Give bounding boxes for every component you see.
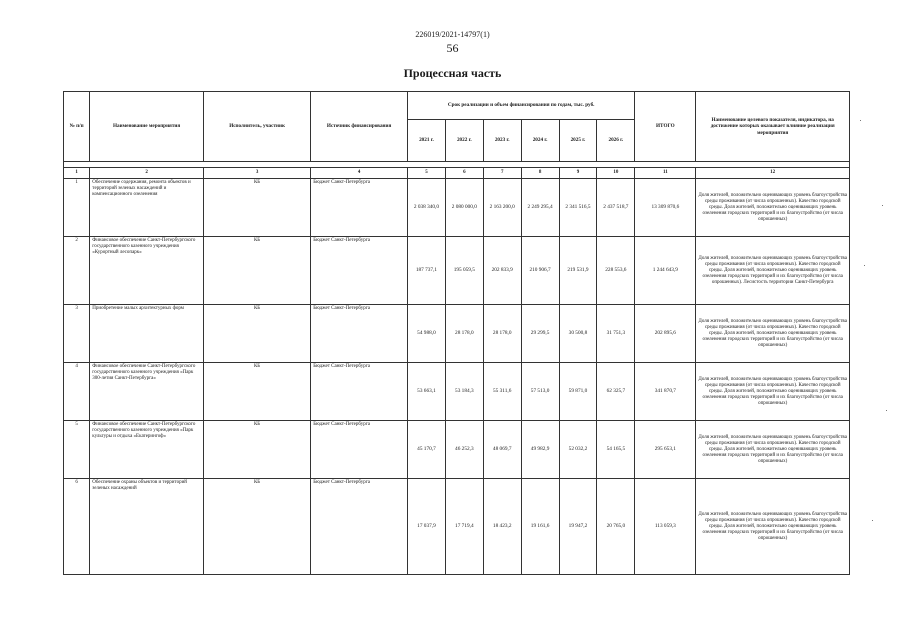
amount-2021: 187 737,1 <box>408 237 446 305</box>
row-number: 5 <box>64 421 90 479</box>
column-index: 9 <box>559 168 597 179</box>
amount-total: 13 309 870,6 <box>635 179 696 237</box>
amount-2023: 18 423,2 <box>483 479 521 575</box>
amount-2025: 2 341 516,5 <box>559 179 597 237</box>
col-year-header: 2024 г. <box>521 120 559 162</box>
executor: КБ <box>203 479 310 575</box>
row-number: 4 <box>64 363 90 421</box>
activity-name: Финансовое обеспечение Санкт-Петербургского государственного казенного учреждения «Парк культуры и отдыха «Екатерингоф» <box>90 421 204 479</box>
executor: КБ <box>203 363 310 421</box>
amount-2021: 45 170,7 <box>408 421 446 479</box>
row-number: 1 <box>64 179 90 237</box>
row-number: 2 <box>64 237 90 305</box>
amount-2021: 2 038 340,0 <box>408 179 446 237</box>
amount-2023: 48 069,7 <box>483 421 521 479</box>
amount-2026: 2 437 518,7 <box>597 179 635 237</box>
column-index: 11 <box>635 168 696 179</box>
amount-2024: 210 906,7 <box>521 237 559 305</box>
amount-2022: 46 252,3 <box>445 421 483 479</box>
section-title: Процессная часть <box>403 66 502 80</box>
table-row <box>64 237 850 305</box>
activity-name: Обеспечение содержания, ремонта объектов и территорий зеленых насаждений и компенсационного озеленения <box>90 179 204 237</box>
executor: КБ <box>203 237 310 305</box>
funding-source: Бюджет Санкт-Петербурга <box>311 363 408 421</box>
amount-2025: 219 531,9 <box>559 237 597 305</box>
column-index: 10 <box>597 168 635 179</box>
col-year-header: 2021 г. <box>408 120 446 162</box>
col-year-header: 2026 г. <box>597 120 635 162</box>
funding-source: Бюджет Санкт-Петербурга <box>311 305 408 363</box>
col-num-header: № п/п <box>64 92 90 162</box>
row-number: 6 <box>64 479 90 575</box>
column-index-row <box>64 168 850 179</box>
amount-total: 113 059,3 <box>635 479 696 575</box>
target-indicator: Доля жителей, положительно оценивающих уровень благоустройства среды проживания (от числа опрошенных). Качество городской среды. Доля жителей, положительно оценивающих уровень озеленения городских территорий и их благоустройство (от числа опрошенных) <box>696 421 850 479</box>
amount-total: 341 870,7 <box>635 363 696 421</box>
col-year-header: 2022 г. <box>445 120 483 162</box>
funding-source: Бюджет Санкт-Петербурга <box>311 179 408 237</box>
amount-2024: 2 249 295,4 <box>521 179 559 237</box>
amount-2026: 54 165,5 <box>597 421 635 479</box>
amount-2024: 19 161,6 <box>521 479 559 575</box>
column-index: 3 <box>203 168 310 179</box>
executor: КБ <box>203 305 310 363</box>
table-row <box>64 305 850 363</box>
activity-name: Финансовое обеспечение Санкт-Петербургского государственного казенного учреждения «Курортный лесопарк» <box>90 237 204 305</box>
column-index: 4 <box>311 168 408 179</box>
table-row <box>64 479 850 575</box>
col-total-header: ИТОГО <box>635 92 696 162</box>
amount-2022: 17 719,4 <box>445 479 483 575</box>
amount-2026: 20 765,0 <box>597 479 635 575</box>
amount-2023: 28 178,0 <box>483 305 521 363</box>
amount-2025: 30 500,8 <box>559 305 597 363</box>
activity-name: Обеспечение охраны объектов и территорий зеленых насаждений <box>90 479 204 575</box>
amount-total: 295 653,1 <box>635 421 696 479</box>
col-indicator-header: Наименование целевого показателя, индикатора, на достижение которых оказывает влияние реализация мероприятия <box>696 92 850 162</box>
funding-source: Бюджет Санкт-Петербурга <box>311 237 408 305</box>
executor: КБ <box>203 421 310 479</box>
target-indicator: Доля жителей, положительно оценивающих уровень благоустройства среды проживания (от числа опрошенных). Качество городской среды. Доля жителей, положительно оценивающих уровень озеленения городских территорий и их благоустройство (от числа опрошенных) <box>696 479 850 575</box>
amount-2024: 49 982,9 <box>521 421 559 479</box>
amount-2026: 228 553,6 <box>597 237 635 305</box>
amount-2022: 28 178,0 <box>445 305 483 363</box>
amount-total: 202 895,6 <box>635 305 696 363</box>
col-name-header: Наименование мероприятия <box>90 92 204 162</box>
target-indicator: Доля жителей, положительно оценивающих уровень благоустройства среды проживания (от числа опрошенных). Качество городской среды. Доля жителей, положительно оценивающих уровень озеленения городских территорий и их благоустройство (от числа опрошенных) <box>696 179 850 237</box>
amount-2023: 2 163 200,0 <box>483 179 521 237</box>
col-year-header: 2025 г. <box>559 120 597 162</box>
scan-artifacts <box>852 0 892 640</box>
amount-2024: 57 513,0 <box>521 363 559 421</box>
document-number: 226019/2021-14797(1) <box>415 30 490 39</box>
amount-2024: 29 299,5 <box>521 305 559 363</box>
column-index: 1 <box>64 168 90 179</box>
amount-2022: 2 080 000,0 <box>445 179 483 237</box>
column-index: 12 <box>696 168 850 179</box>
funding-source: Бюджет Санкт-Петербурга <box>311 479 408 575</box>
target-indicator: Доля жителей, положительно оценивающих уровень благоустройства среды проживания (от числа опрошенных). Качество городской среды. Доля жителей, положительно оценивающих уровень озеленения городских территорий и их благоустройство (от числа опрошенных). Лесистость территории Санкт-Петербурга <box>696 237 850 305</box>
amount-total: 1 244 643,9 <box>635 237 696 305</box>
executor: КБ <box>203 179 310 237</box>
column-index: 2 <box>90 168 204 179</box>
activity-name: Финансовое обеспечение Санкт-Петербургского государственного казенного учреждения «Парк 300-летия Санкт-Петербурга» <box>90 363 204 421</box>
column-index: 7 <box>483 168 521 179</box>
column-index: 6 <box>445 168 483 179</box>
amount-2026: 31 751,3 <box>597 305 635 363</box>
amount-2023: 55 311,6 <box>483 363 521 421</box>
amount-2021: 53 663,1 <box>408 363 446 421</box>
col-year-header: 2023 г. <box>483 120 521 162</box>
target-indicator: Доля жителей, положительно оценивающих уровень благоустройства среды проживания (от числа опрошенных). Качество городской среды. Доля жителей, положительно оценивающих уровень озеленения городских территорий и их благоустройство (от числа опрошенных) <box>696 363 850 421</box>
amount-2025: 59 871,0 <box>559 363 597 421</box>
col-executor-header: Исполнитель, участник <box>203 92 310 162</box>
amount-2021: 54 988,0 <box>408 305 446 363</box>
amount-2022: 195 059,5 <box>445 237 483 305</box>
column-index: 5 <box>408 168 446 179</box>
amount-2021: 17 037,9 <box>408 479 446 575</box>
amount-2023: 202 833,9 <box>483 237 521 305</box>
activity-name: Приобретение малых архитектурных форм <box>90 305 204 363</box>
amount-2025: 52 032,2 <box>559 421 597 479</box>
col-period-header: Срок реализации и объем финансирования по годам, тыс. руб. <box>408 92 635 120</box>
funding-source: Бюджет Санкт-Петербурга <box>311 421 408 479</box>
target-indicator: Доля жителей, положительно оценивающих уровень благоустройства среды проживания (от числа опрошенных). Качество городской среды. Доля жителей, положительно оценивающих уровень озеленения городских территорий и их благоустройство (от числа опрошенных) <box>696 305 850 363</box>
amount-2025: 19 947,2 <box>559 479 597 575</box>
amount-2022: 53 184,3 <box>445 363 483 421</box>
program-table <box>63 91 850 575</box>
table-row <box>64 179 850 237</box>
column-index: 8 <box>521 168 559 179</box>
page-number: 56 <box>446 41 459 55</box>
table-row <box>64 421 850 479</box>
row-number: 3 <box>64 305 90 363</box>
amount-2026: 62 325,7 <box>597 363 635 421</box>
col-source-header: Источник финансирования <box>311 92 408 162</box>
table-row <box>64 363 850 421</box>
